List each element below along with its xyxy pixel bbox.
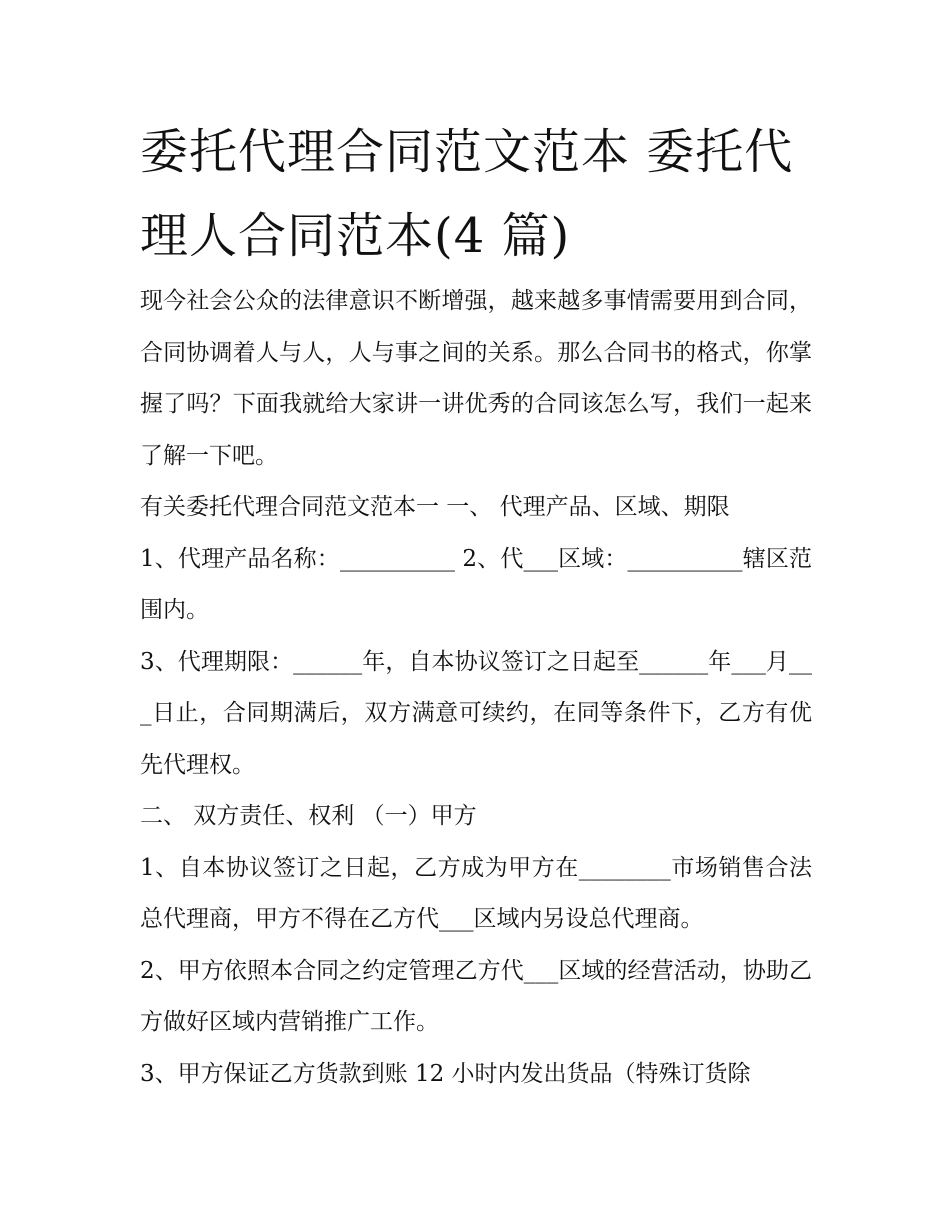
clause-party-a-3: 3、甲方保证乙方货款到账 12 小时内发出货品（特殊订货除	[140, 1060, 751, 1087]
clause-agency-term: 3、代理期限：______年，自本协议签订之日起至______年___月___日止，合同期满后，双方满意可续约，在同等条件下，乙方有优先代理权。	[140, 648, 812, 778]
clause-party-a-2: 2、甲方依照本合同之约定管理乙方代___区域的经营活动，协助乙方做好区域内营销推广工作。	[140, 957, 812, 1035]
section-heading-two: 二、 双方责任、权利 （一）甲方	[140, 803, 477, 829]
document-body	[140, 276, 812, 1100]
clause-product-region: 1、代理产品名称：__________ 2、代___区域：__________辖区范围内。	[140, 545, 812, 623]
intro-paragraph: 现今社会公众的法律意识不断增强，越来越多事情需要用到合同，合同协调着人与人，人与事之间的关系。那么合同书的格式，你掌握了吗？下面我就给大家讲一讲优秀的合同该怎么写，我们一起来了解一下吧。	[140, 288, 812, 469]
clause-party-a-1: 1、自本协议签订之日起，乙方成为甲方在________市场销售合法总代理商，甲方不得在乙方代___区域内另设总代理商。	[140, 854, 812, 932]
document-title: 委托代理合同范文范本 委托代理人合同范本(4 篇)	[140, 124, 794, 264]
section-heading-one: 有关委托代理合同范文范本一 一、 代理产品、区域、期限	[140, 494, 730, 520]
